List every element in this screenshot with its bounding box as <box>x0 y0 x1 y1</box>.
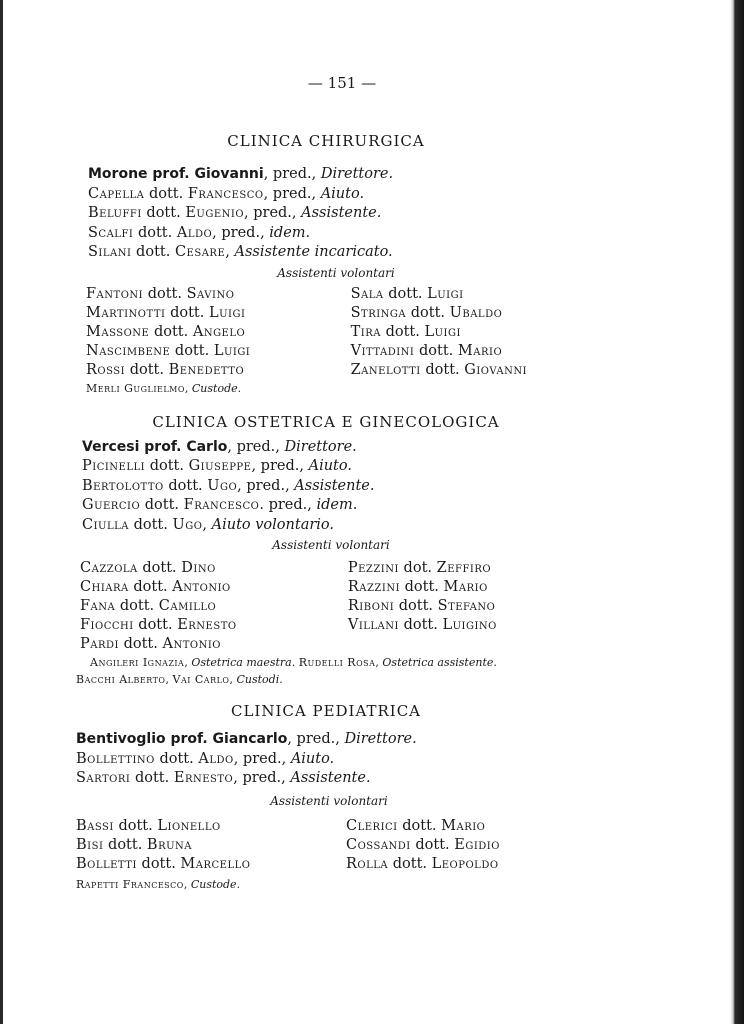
volunteers-left-column <box>76 817 346 874</box>
volunteer-entry: Fantoni dott. Savino <box>86 285 235 302</box>
custodian-note: Merli Guglielmo, Custode. <box>86 381 242 395</box>
volunteer-entry: Stringa dott. Ubaldo <box>350 304 503 321</box>
volunteer-entry: Tira dott. Luigi <box>350 323 461 340</box>
staff-line: Ciulla dott. Ugo, Aiuto volontario. <box>82 516 334 533</box>
director-line: Vercesi prof. Carlo, pred., Direttore. <box>82 438 357 455</box>
staff-line: Bertolotto dott. Ugo, pred., Assistente. <box>82 477 375 494</box>
volunteer-entry: Bisi dott. Bruna <box>76 836 193 853</box>
section-title-ostetrica: CLINICA OSTETRICA E GINECOLOGICA <box>152 412 500 431</box>
director-line: Morone prof. Giovanni, pred., Direttore. <box>88 166 394 182</box>
custodian-note: Rapetti Francesco, Custode. <box>76 877 241 891</box>
volunteers-right-column <box>351 285 576 380</box>
volunteer-entry: Chiara dott. Antonio <box>80 579 231 595</box>
volunteer-entry: Riboni dott. Stefano <box>347 598 496 614</box>
volunteers-heading: Assistenti volontari <box>270 793 388 808</box>
volunteer-entry: Bolletti dott. Marcello <box>76 855 251 872</box>
volunteer-entry: Sala dott. Luigi <box>350 285 464 302</box>
volunteers-columns <box>76 817 576 874</box>
staff-line: Silani dott. Cesare, Assistente incaricato. <box>88 244 393 260</box>
volunteer-entry: Cazzola dott. Dino <box>80 560 216 576</box>
volunteer-entry: Martinotti dott. Luigi <box>86 304 246 321</box>
section-title-chirurgica: CLINICA CHIRURGICA <box>227 132 425 150</box>
volunteers-columns <box>80 559 576 654</box>
book-binding-edge <box>730 0 744 1024</box>
director-name: Morone prof. Giovanni <box>88 166 264 182</box>
director-role: Direttore. <box>320 166 394 182</box>
section-chirurgica <box>76 165 576 397</box>
volunteer-entry: Bassi dott. Lionello <box>76 817 221 834</box>
volunteer-entry: Nascimbene dott. Luigi <box>86 342 251 359</box>
section-ostetrica <box>76 438 576 689</box>
director-name: Bentivoglio prof. Giancarlo <box>76 731 288 747</box>
volunteers-left-column <box>80 559 348 654</box>
volunteer-entry: Cossandi dott. Egidio <box>346 836 500 853</box>
staff-line: Bollettino dott. Aldo, pred., Aiuto. <box>76 750 335 767</box>
staff-line: Guercio dott. Francesco. pred., idem. <box>82 497 358 513</box>
volunteer-entry: Zanelotti dott. Giovanni <box>350 361 528 378</box>
volunteer-entry: Villani dott. Luigino <box>347 617 497 633</box>
staff-line: Picinelli dott. Giuseppe, pred., Aiuto. <box>82 458 352 474</box>
staff-line: Scalfi dott. Aldo, pred., idem. <box>88 224 311 241</box>
volunteer-entry: Pardi dott. Antonio <box>80 636 221 652</box>
page-content <box>76 74 576 893</box>
volunteer-entry: Fana dott. Camillo <box>80 598 217 614</box>
volunteers-right-column <box>348 559 576 654</box>
volunteer-entry: Rolla dott. Leopoldo <box>346 855 499 872</box>
staff-line: Sartori dott. Ernesto, pred., Assistente. <box>76 770 371 786</box>
director-line: Bentivoglio prof. Giancarlo, pred., Direttore. <box>76 731 417 747</box>
director-role: Direttore. <box>344 731 417 747</box>
volunteer-entry: Rossi dott. Benedetto <box>86 361 245 378</box>
volunteer-entry: Clerici dott. Mario <box>346 817 486 834</box>
custodian-note: Bacchi Alberto, Vai Carlo, Custodi. <box>76 673 283 686</box>
section-pediatrica <box>76 730 576 893</box>
midwife-note: Angileri Ignazia, Ostetrica maestra. Rudelli Rosa, Ostetrica assistente. <box>90 656 497 669</box>
volunteers-columns <box>86 285 576 380</box>
staff-line: Capella dott. Francesco, pred., Aiuto. <box>88 185 365 202</box>
page-left-edge <box>0 0 3 1024</box>
volunteer-entry: Vittadini dott. Mario <box>350 342 503 359</box>
director-role: Direttore. <box>284 438 357 455</box>
volunteers-heading: Assistenti volontari <box>272 538 390 552</box>
page-number: — 151 — <box>307 74 377 92</box>
director-name: Vercesi prof. Carlo <box>82 438 228 455</box>
volunteers-heading: Assistenti volontari <box>277 265 395 280</box>
volunteer-entry: Fiocchi dott. Ernesto <box>80 617 237 633</box>
staff-line: Beluffi dott. Eugenio, pred., Assistente. <box>88 205 382 221</box>
volunteer-entry: Razzini dott. Mario <box>347 579 488 595</box>
volunteer-entry: Pezzini dot. Zeffiro <box>347 560 492 576</box>
volunteers-left-column <box>86 285 351 380</box>
volunteers-right-column <box>346 817 576 874</box>
volunteer-entry: Massone dott. Angelo <box>86 323 246 340</box>
section-title-pediatrica: CLINICA PEDIATRICA <box>230 702 422 720</box>
